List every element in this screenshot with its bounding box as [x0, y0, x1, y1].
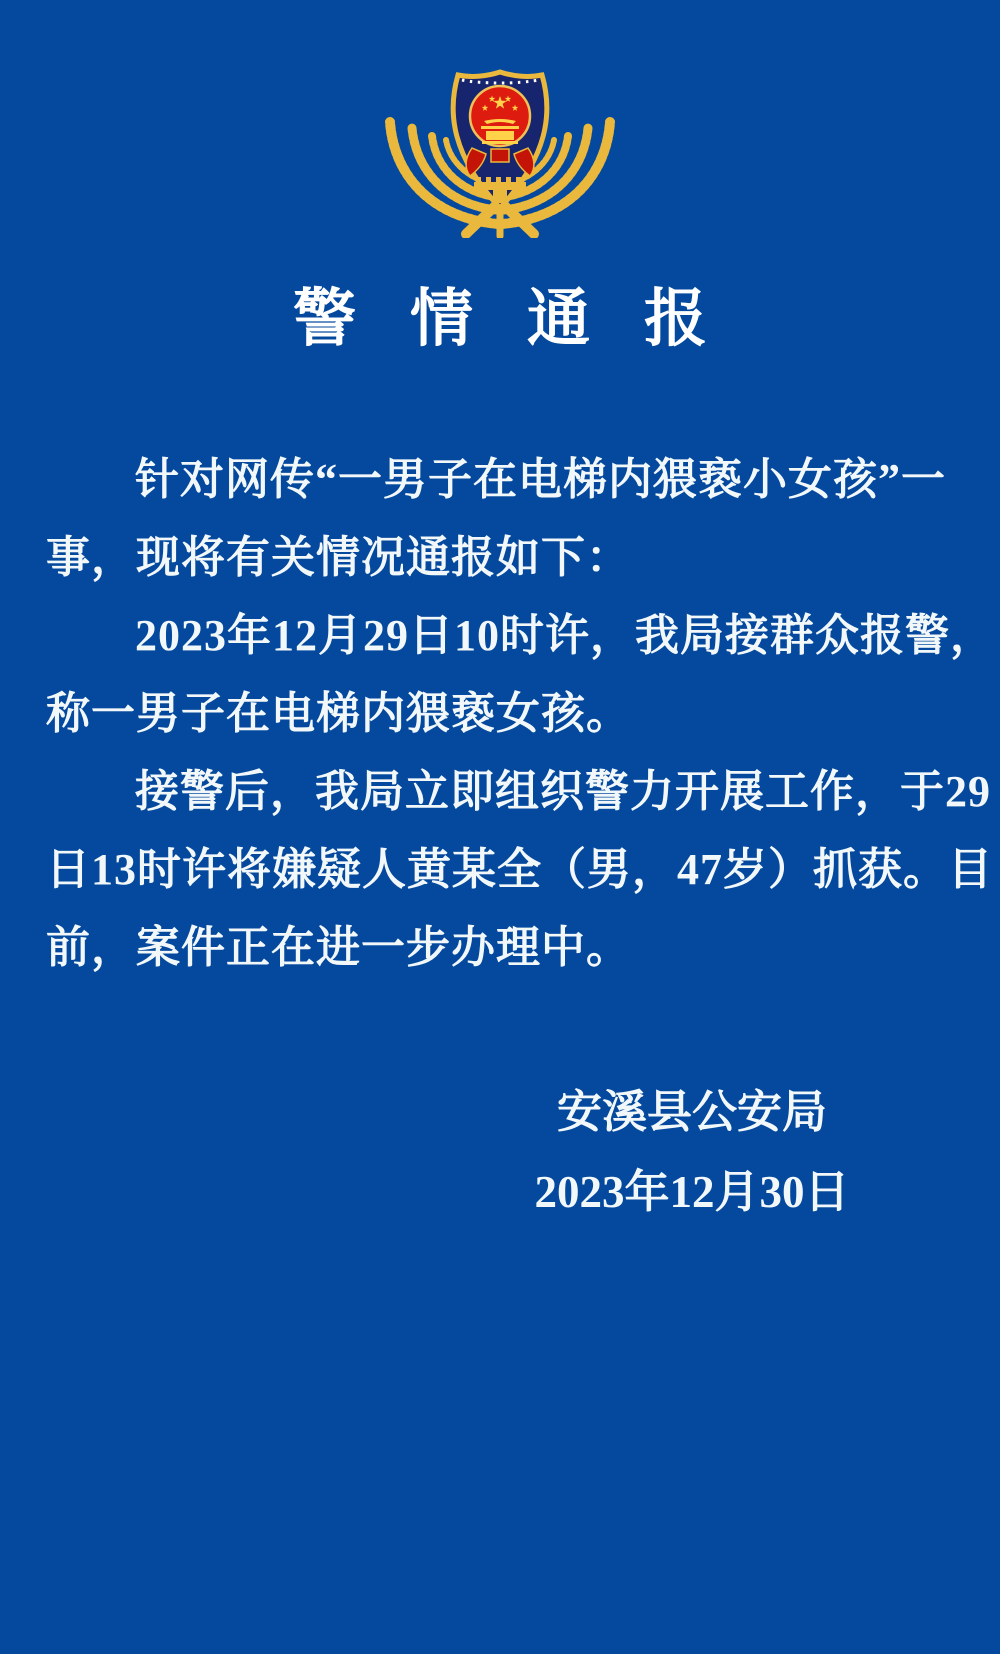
body-line-6: 日13时许将嫌疑人黄某全（男，47岁）抓获。目: [46, 845, 993, 894]
notice-title: 警情通报: [293, 284, 761, 354]
body-line-5: 接警后，我局立即组织警力开展工作，于29: [135, 767, 991, 816]
body-line-3: 2023年12月29日10时许，我局接群众报警，: [135, 611, 995, 660]
body-line-4: 称一男子在电梯内猥亵女孩。: [46, 689, 631, 738]
notice-body: [46, 441, 995, 987]
body-line-1: 针对网传“一男子在电梯内猥亵小女孩”一: [135, 455, 946, 504]
body-line-7: 前，案件正在进一步办理中。: [46, 923, 631, 972]
signature-date: 2023年12月30日: [534, 1167, 850, 1217]
badge-national-emblem: [470, 86, 530, 146]
signature-block: [532, 1072, 852, 1232]
body-line-2: 事，现将有关情况通报如下：: [46, 533, 631, 582]
signature-agency: 安溪县公安局: [556, 1087, 827, 1137]
police-badge-svg: [375, 58, 625, 238]
police-badge-emblem: [375, 58, 625, 238]
